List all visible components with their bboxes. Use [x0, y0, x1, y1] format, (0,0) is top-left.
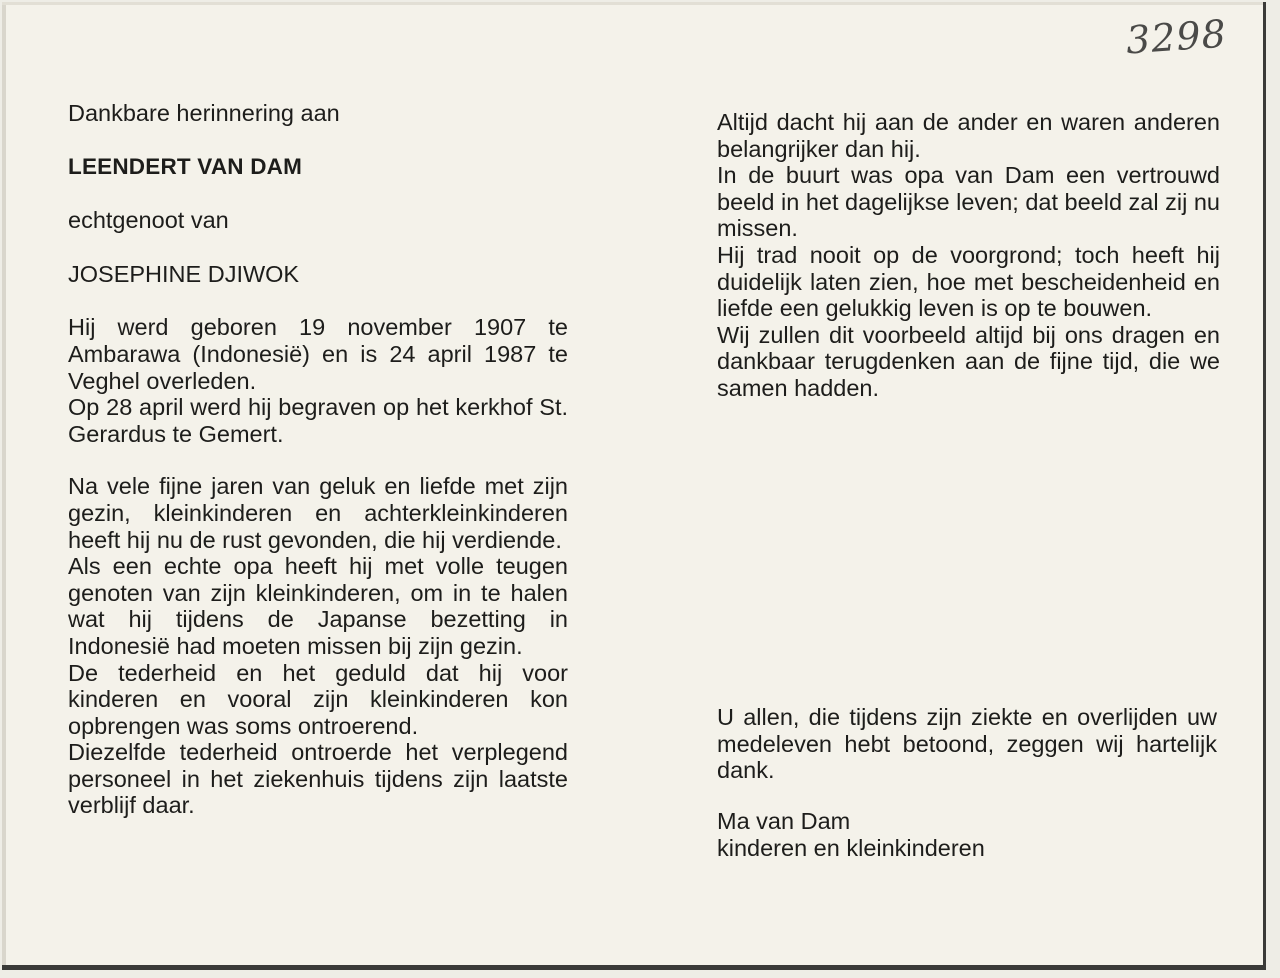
right-column: [717, 109, 1220, 402]
opa-paragraph: Als een echte opa heeft hij met volle teugen genoten van zijn kleinkinderen, om in te halen wat hij tijdens de Japanse bezetting in Indonesië had moeten missen bij zijn gezin.: [68, 553, 568, 659]
tenderness-paragraph: De tederheid en het geduld dat hij voor kinderen en vooral zijn kleinkinderen kon opbrengen was soms ontroerend.: [68, 659, 568, 739]
foreground-paragraph: Hij trad nooit op de voorgrond; toch heeft hij duidelijk laten zien, hoe met bescheidenheid en liefde een gelukkig leven is op te bouwen.: [717, 241, 1220, 322]
example-paragraph: Wij zullen dit voorbeeld altijd bij ons dragen en dankbaar terugdenken aan de fijne tijd, die we samen hadden.: [717, 321, 1220, 401]
left-column: [68, 100, 568, 819]
intro-line: Dankbare herinnering aan: [68, 100, 340, 126]
birth-death-paragraph: Hij werd geboren 19 november 1907 te Ambarawa (Indonesië) en is 24 april 1987 te Veghel overleden.: [68, 314, 568, 394]
scan-edge-top: [2, 2, 1266, 5]
signature-block: [717, 808, 985, 862]
signature-line-2: kinderen en kleinkinderen: [717, 835, 985, 861]
burial-paragraph: Op 28 april werd hij begraven op het kerkhof St. Gerardus te Gemert.: [68, 394, 568, 447]
signature-line-1: Ma van Dam: [717, 808, 851, 834]
spouse-name: JOSEPHINE DJIWOK: [68, 260, 300, 287]
spouse-intro: echtgenoot van: [68, 207, 229, 234]
archive-number-note: 3298: [1124, 11, 1229, 63]
nurses-paragraph: Diezelfde tederheid ontroerde het verplegend personeel in het ziekenhuis tijdens zijn laatste verblijf daar.: [68, 739, 568, 819]
neighbourhood-paragraph: In de buurt was opa van Dam een vertrouwd beeld in het dagelijkse leven; dat beeld zal zij nu missen.: [717, 162, 1220, 242]
thanks-paragraph: U allen, die tijdens zijn ziekte en overlijden uw medeleven hebt betoond, zeggen wij hartelijk dank.: [717, 704, 1217, 784]
scan-edge-left: [2, 2, 6, 970]
memorial-card: [2, 2, 1266, 970]
deceased-name: LEENDERT VAN DAM: [68, 153, 303, 179]
others-paragraph: Altijd dacht hij aan de ander en waren anderen belangrijker dan hij.: [717, 109, 1220, 162]
thanks-block: [717, 704, 1217, 784]
family-paragraph: Na vele fijne jaren van geluk en liefde met zijn gezin, kleinkinderen en achterkleinkinderen heeft hij nu de rust gevonden, die hij verdiende.: [68, 473, 568, 553]
